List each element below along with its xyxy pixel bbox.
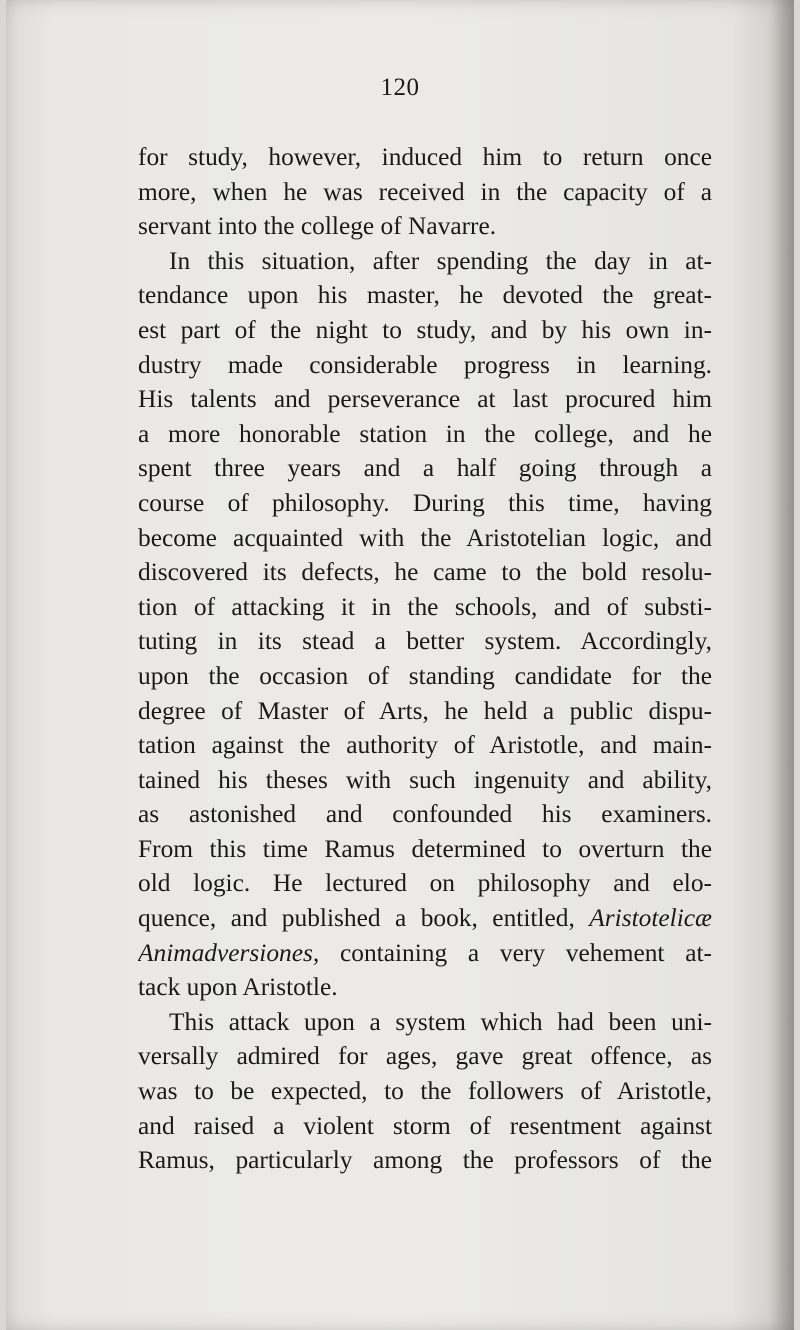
text-line: versally admired for ages, gave great offence, as [138, 1042, 712, 1071]
text-line-segment: quence, and published a book, entitled, [138, 904, 575, 933]
text-line: discovered its defects, he came to the bold resolu- [138, 558, 712, 587]
text-line: dustry made considerable progress in learning. [138, 350, 712, 379]
text-line: upon the occasion of standing candidate for the [138, 661, 712, 690]
text-line: tation against the authority of Aristotle, and main- [138, 731, 712, 760]
text-line: a more honorable station in the college, and he [138, 419, 712, 448]
text-line: tuting in its stead a better system. Accordingly, [138, 627, 712, 656]
text-line: degree of Master of Arts, he held a public dispu- [138, 696, 712, 725]
text-line: tained his theses with such ingenuity and ability, [138, 765, 712, 794]
text-line: old logic. He lectured on philosophy and elo- [138, 869, 712, 898]
text-line: tack upon Aristotle. [138, 973, 338, 1002]
text-line: est part of the night to study, and by his own in- [138, 315, 712, 344]
text-line: for study, however, induced him to return once [138, 143, 712, 171]
text-line: as astonished and confounded his examiners. [138, 800, 712, 829]
book-title-part-1: Aristotelicæ [589, 904, 712, 933]
text-line: spent three years and a half going through a [138, 454, 712, 483]
text-line: From this time Ramus determined to overturn the [138, 834, 712, 863]
text-line-with-title [138, 901, 712, 936]
text-line: become acquainted with the Aristotelian logic, and [138, 523, 712, 552]
text-line: Ramus, particularly among the professors of the [138, 1146, 712, 1175]
text-line: was to be expected, to the followers of Aristotle, [138, 1077, 712, 1106]
text-line-segment: containing a very vehement at- [319, 938, 712, 967]
page-number: 120 [380, 74, 420, 101]
text-line: servant into the college of Navarre. [138, 212, 497, 241]
text-line: This attack upon a system which had been uni- [169, 1007, 712, 1036]
text-line: course of philosophy. During this time, having [138, 488, 712, 517]
text-line: and raised a violent storm of resentment against [138, 1111, 712, 1140]
page-edge-shadow [770, 0, 794, 1330]
text-line: tion of attacking it in the schools, and of substi- [138, 592, 712, 621]
text-line-with-title [138, 936, 712, 971]
text-line: In this situation, after spending the day in at- [169, 246, 712, 275]
body-text [138, 140, 712, 1178]
text-line: His talents and perseverance at last procured him [138, 385, 712, 414]
text-line: more, when he was received in the capacity of a [138, 177, 712, 206]
text-line: tendance upon his master, he devoted the great- [138, 281, 712, 310]
book-title-part-2: Animadversiones, [138, 938, 320, 967]
